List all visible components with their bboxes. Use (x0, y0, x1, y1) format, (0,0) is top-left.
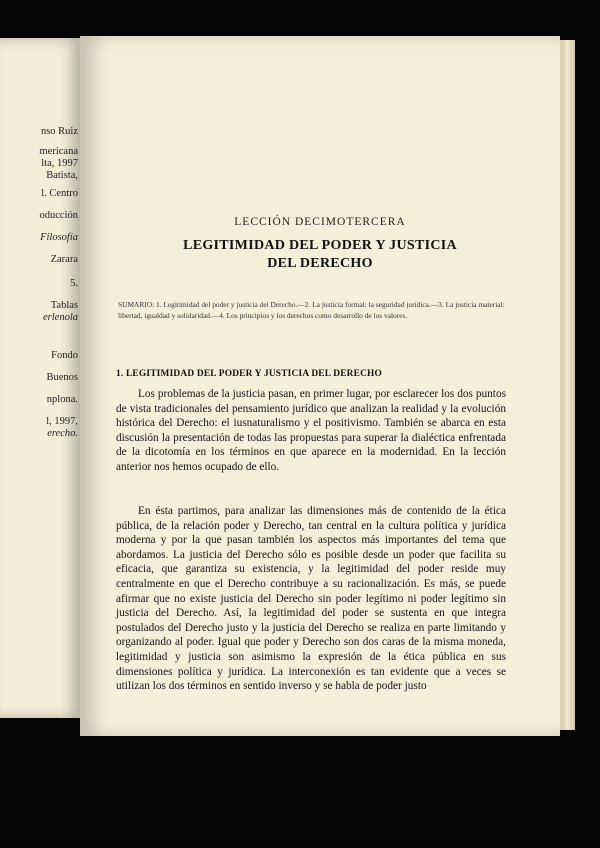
section-heading: 1. LEGITIMIDAD DEL PODER Y JUSTICIA DEL DERECHO (116, 369, 383, 379)
left-page-line: Filosofía (40, 232, 78, 243)
summary-text: SUMARIO: 1. Legitimidad del poder y justicia del Derecho.—2. La justicia formal: la seguridad jurídica.—3. La justicia material: libertad, igualdad y solidaridad.—4. Los principios y los derechos como desarrollo de los valores. (118, 300, 505, 320)
left-page-line: erecho. (47, 428, 78, 439)
left-page-line: lta, 1997 (41, 158, 78, 169)
paragraph: Los problemas de la justicia pasan, en primer lugar, por esclarecer los dos puntos de vista tradicionales del pensamiento jurídico que analizan la realidad y la evolución histórica del Derecho: el iusnaturalismo y el positivismo. También se abarca en esta discusión la presentación de todas las propuestas para superar la dialéctica enfrentada de la dicotomía en los términos en que aparece en la modernidad. En la lección anterior nos hemos ocupado de ello. (116, 388, 506, 473)
left-page-line: erlenola (43, 312, 78, 323)
left-page-line: l. Centro (41, 188, 78, 199)
lesson-label: LECCIÓN DECIMOTERCERA (234, 216, 406, 228)
left-page-line: Fondo (51, 350, 78, 361)
left-page-line: nplona. (46, 394, 78, 405)
left-facing-page (0, 38, 82, 718)
left-page-line: nso Ruiz (40, 126, 78, 137)
paragraph: En ésta partimos, para analizar las dimensiones más de contenido de la ética pública, de la relación poder y Derecho, tan central en la cultura política y jurídica moderna y por la que pasan también los aspectos más importantes del tema que abordamos. La justicia del Derecho sólo es posible desde un poder que facilita su eficacia, que garantiza su existencia, y la legitimidad del poder reside muy centralmente en que el Derecho contribuye a su racionalización. Es más, se puede afirmar que no existe justicia del Derecho sin poder legítimo ni poder legítimo sin justicia del Derecho. Así, la legitimidad del poder se sustenta en que integra postulados del Derecho justo y la justicia del Derecho se realiza en parte limitando y organizando al poder. Igual que poder y Derecho son dos caras de la misma moneda, legitimidad y justicia son asimismo la expresión de la ética pública en sus dimensiones política y jurídica. La interconexión es tan evidente que a veces se utilizan los dos términos en sentido inverso y se habla de poder justo (116, 505, 506, 693)
chapter-title-line-2: DEL DERECHO (267, 256, 373, 271)
left-page-line: mericana (39, 146, 78, 157)
left-page-line: Tablas (50, 300, 78, 311)
left-page-line: 5. (70, 278, 78, 289)
chapter-title-line-1: LEGITIMIDAD DEL PODER Y JUSTICIA (183, 238, 457, 253)
left-page-line: Zarara (50, 254, 78, 265)
left-page-line: Batista, (46, 170, 78, 181)
left-page-line: Buenos (46, 372, 78, 383)
left-page-line: l, 1997, (46, 416, 78, 427)
book-page (80, 36, 560, 736)
left-page-line: oducción (39, 210, 78, 221)
